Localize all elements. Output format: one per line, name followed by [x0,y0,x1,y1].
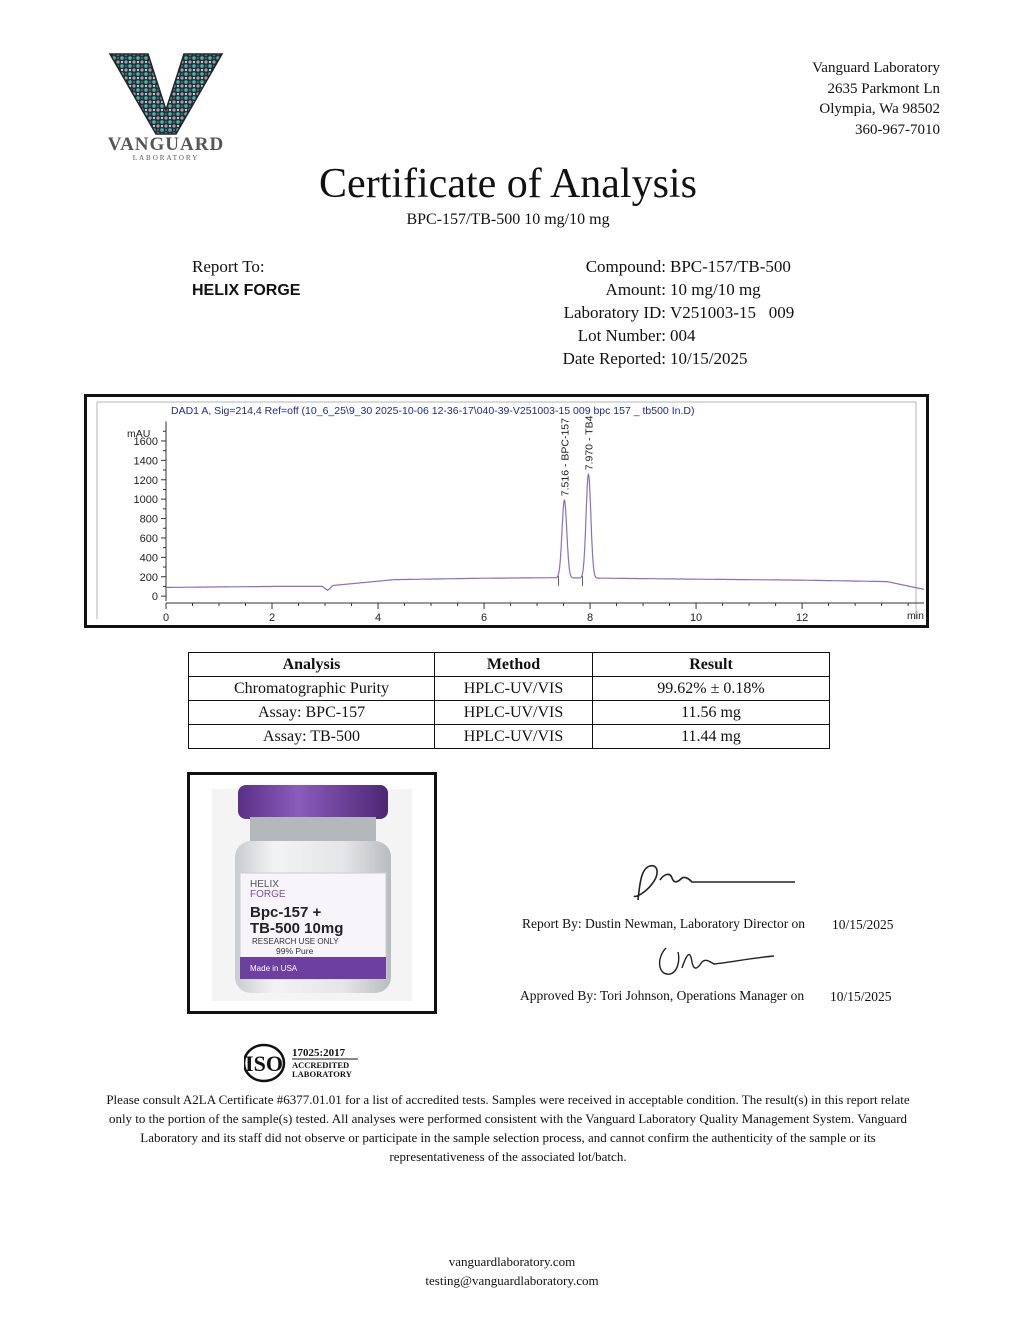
x-tick-label: 10 [689,612,703,624]
vial-line-2: TB-500 10mg [250,920,344,937]
header-result: Result [593,653,830,677]
y-axis-label: mAU [127,428,151,440]
vial-brand-1: HELIX [250,879,279,890]
cell-analysis: Assay: TB-500 [189,725,435,749]
footer-website: vanguardlaboratory.com [448,1254,576,1269]
x-tick-label: 6 [480,612,488,624]
document-subtitle: BPC-157/TB-500 10 mg/10 mg [406,211,610,228]
table-row [189,725,830,749]
lab-phone: 360-967-7010 [855,121,940,138]
iso-line-1: ACCREDITED [292,1060,350,1070]
peak-label: 7.516 - BPC-157 [559,418,572,497]
meta-row [520,278,794,301]
meta-label: Lot Number: [577,326,666,345]
cell-analysis: Chromatographic Purity [189,677,435,701]
y-tick-label: 0 [151,591,158,604]
sample-meta [520,255,794,370]
meta-label: Amount: [605,280,666,299]
y-tick-label: 200 [139,571,158,584]
cell-result: 11.44 mg [593,725,830,749]
x-tick-label: 0 [162,612,170,624]
results-table [188,652,830,749]
chromatogram-frame [84,394,929,628]
vial-cap [238,785,388,819]
cell-result: 11.56 mg [593,701,830,725]
chart-axes [134,422,924,624]
y-tick-label: 1600 [133,435,158,448]
y-tick-label: 1000 [133,494,158,507]
table-header-row [189,653,830,677]
lab-name: Vanguard Laboratory [812,60,940,76]
header-analysis: Analysis [189,653,435,677]
meta-label: Laboratory ID: [563,303,666,322]
lab-street: 2635 Parkmont Ln [827,80,940,97]
x-tick-label: 2 [268,612,276,624]
chromatogram-trace [166,474,924,590]
header-method: Method [435,653,593,677]
meta-value: 004 [670,326,696,345]
cell-result: 99.62% ± 0.18% [593,677,830,701]
meta-value: V251003-15 009 [670,303,795,322]
cell-analysis: Assay: BPC-157 [189,701,435,725]
meta-row [520,324,794,347]
meta-value: 10/15/2025 [670,349,748,368]
y-tick-label: 400 [139,552,158,565]
client-name: HELIX FORGE [192,282,301,299]
x-tick-label: 4 [374,612,382,624]
cell-method: HPLC-UV/VIS [435,701,593,725]
meta-row [520,347,794,370]
y-tick-label: 600 [139,532,158,545]
vanguard-logo [96,48,236,163]
y-tick-label: 1400 [133,455,158,468]
table-row [189,701,830,725]
chart-title: DAD1 A, Sig=214,4 Ref=off (10_6_25\9_30 2025-10-06 12-36-17\040-39-V251003-15 009 bpc 157 _ tb500 In.D) [171,405,695,417]
table-row [189,677,830,701]
cell-method: HPLC-UV/VIS [435,725,593,749]
approved-date: 10/15/2025 [830,989,892,1004]
vial-line-1: Bpc-157 + [250,904,322,921]
x-tick-label: 8 [586,612,594,624]
x-tick-label: 12 [795,612,809,624]
y-tick-label: 1200 [133,474,158,487]
document-title: Certificate of Analysis [319,161,697,207]
lab-city: Olympia, Wa 98502 [819,101,940,117]
meta-value: BPC-157/TB-500 [670,257,791,276]
vial-line-3: RESEARCH USE ONLY [252,937,339,946]
lab-address [812,58,940,140]
vial-line-4: 99% Pure [276,946,314,956]
iso-mark: ISO [245,1051,283,1076]
meta-label: Date Reported: [562,349,666,368]
meta-value: 10 mg/10 mg [670,280,761,299]
product-photo [187,772,437,1014]
meta-row [520,301,794,324]
signature-report [630,860,800,910]
meta-row [520,255,794,278]
report-date: 10/15/2025 [832,917,894,932]
disclaimer-text: Please consult A2LA Certificate #6377.01.01 for a list of accredited tests. Samples were received in acceptable condition. The result(s) in this report relate only to the portion of the sample(s) tested. All analyses were performed consistent with the Vanguard Laboratory Quality Management System. Vanguard Laboratory and its staff did not observe or participate in the sample selection process, and cannot confirm the authenticity of the sample or its representativeness of the associated lot/batch. [106,1092,910,1164]
vial-neck [250,817,376,843]
cell-method: HPLC-UV/VIS [435,677,593,701]
signature-approved [652,938,782,986]
vial-brand-2: FORGE [250,889,286,900]
x-axis-label: min [907,610,924,622]
meta-label: Compound: [585,257,666,276]
footer [0,1252,1024,1290]
report-by: Report By: Dustin Newman, Laboratory Director on [522,916,806,931]
chromatogram-chart [87,397,926,625]
chart-trace [166,415,924,590]
approved-by: Approved By: Tori Johnson, Operations Manager on [520,988,805,1003]
footer-email: testing@vanguardlaboratory.com [425,1273,599,1288]
vial-line-5: Made in USA [250,964,298,973]
logo-sub: LABORATORY [132,154,200,162]
y-tick-label: 800 [139,513,158,526]
peak-label: 7.970 - TB4 [583,415,596,471]
iso-accreditation-badge [244,1043,364,1083]
logo-brand: VANGUARD [107,134,225,155]
iso-line-2: LABORATORY [292,1069,352,1079]
report-to-label: Report To: [192,257,265,276]
iso-standard: 17025:2017 [292,1047,346,1059]
